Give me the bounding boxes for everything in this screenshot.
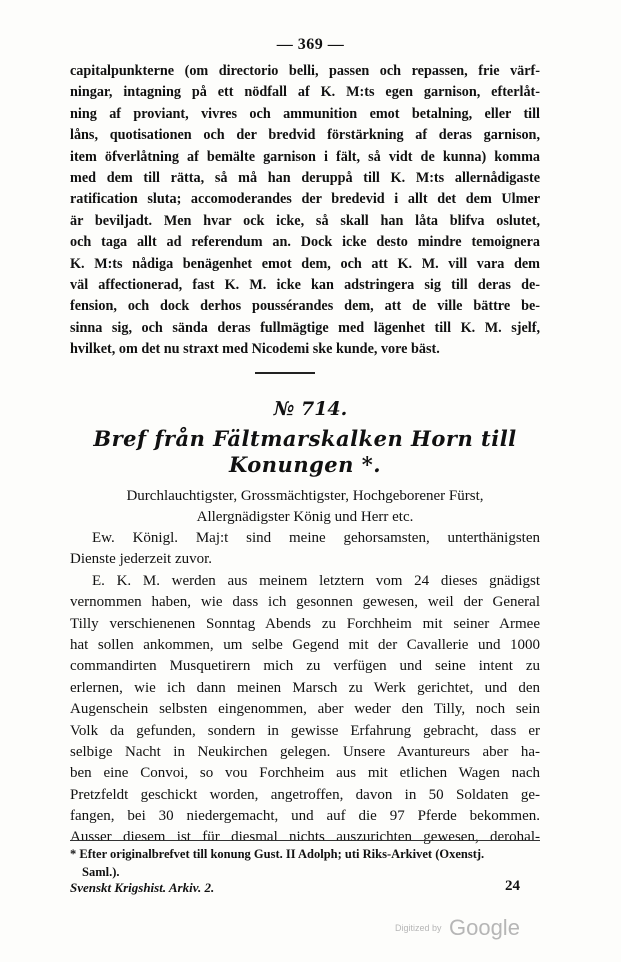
text-line: K. M:ts nådiga benägenhet emot dem, och att K. M. vill vara dem (70, 255, 540, 272)
text-line: med dem till rätta, så må han deruppå till K. M:ts allernådigaste (70, 169, 540, 186)
text-line: commandirten Musquetirern mich zu verfügen und seine intent zu (70, 658, 540, 675)
text-line: sinna sig, och sända deras fullmägtige med lägenhet till K. M. sjelf, (70, 319, 540, 336)
signature-number: 24 (505, 878, 520, 894)
document-number: № 714. (273, 398, 348, 420)
watermark-small-text: Digitized by (395, 923, 442, 933)
signature-mark: Svenskt Krigshist. Arkiv. 2. (70, 880, 215, 895)
text-line: Tilly verschienenen Sonntag Abends zu Forchheim mit seiner Armee (70, 615, 540, 632)
text-line: ningar, intagning på ett nödfall af K. M:ts egen garnison, efterlåt- (70, 84, 540, 101)
salutation-line-2: Allergnädigster König und Herr etc. (196, 509, 414, 525)
german-letter-body (70, 528, 540, 849)
digitized-watermark (395, 915, 520, 941)
text-line: ning af proviant, vivres och ammunition emot betalning, eller till (70, 105, 540, 122)
footnote-line-1: * Efter originalbrefvet till konung Gust. II Adolph; uti Riks-Arkivet (Oxenstj. (70, 847, 485, 861)
letter-title-line-2: Konungen *. (228, 452, 382, 477)
text-line: selbige Nacht in Neukirchen gelegen. Unsere Avantureurs aber ha- (70, 743, 540, 760)
text-line: Volk da gefunden, sondern in gewisse Erfahrung gebracht, dass er (70, 722, 540, 739)
text-line: Ew. Königl. Maj:t sind meine gehorsamsten, unterthänigsten (92, 530, 540, 546)
text-line: item öfverlåtning af bemälte garnison i fält, så vidt de kunna) komma (70, 148, 540, 165)
salutation-line-1: Durchlauchtigster, Grossmächtigster, Hochgeborener Fürst, (126, 488, 484, 504)
text-line: ratification sluta; accomoderandes der bredevid i allt det dem Ulmer (70, 191, 540, 208)
text-line: Dienste jederzeit zuvor. (70, 551, 213, 568)
text-line: erlernen, wie ich dann meinen Marsch zu Werk gerichtet, und den (70, 679, 540, 696)
section-divider (255, 372, 315, 374)
text-line: capitalpunkterne (om directorio belli, passen och repassen, frie värf- (70, 63, 540, 79)
letter-title-line-1: Bref från Fältmarskalken Horn till (93, 426, 517, 451)
text-line: hat sollen ankommen, um selbe Gegend mit der Cavallerie und 1000 (70, 636, 540, 653)
page-number-header: — 369 — (276, 36, 345, 53)
text-line: Augenschein selbsten eingenommen, aber weder den Tilly, noch sein (70, 701, 540, 718)
text-line: E. K. M. werden aus meinem letztern vom 24 dieses gnädigst (92, 572, 540, 589)
text-line: och taga allt ad referendum an. Dock icke desto mindre temoignera (70, 234, 540, 251)
footnote-line-2: Saml.). (82, 865, 120, 879)
text-line: hvilket, om det nu straxt med Nicodemi ske kunde, vore bäst. (70, 341, 440, 358)
text-line: Ausser diesem ist für diesmal nichts auszurichten gewesen, derohal- (70, 829, 540, 846)
swedish-paragraph (70, 61, 540, 360)
text-line: låns, quotisationen och der bredvid förstärkning af deras garnison, (70, 127, 540, 144)
text-line: vernommen haben, wie dass ich gesonnen gewesen, weil der General (70, 594, 540, 611)
text-line: Pretzfeldt geschickt worden, angetroffen, davon in 50 Soldaten ge- (70, 786, 540, 803)
text-line: väl affectionerad, fast K. M. icke kan adstringera sig till deras de- (70, 276, 540, 293)
text-line: ben eine Convoi, so vou Forchheim aus mit etlichen Wagen nach (70, 765, 540, 782)
text-line: fension, och dock derhos poussérandes dem, att de ville bättre be- (70, 298, 540, 315)
text-line: fangen, bei 30 niedergemacht, und auf die 97 Pferde bekommen. (70, 808, 540, 825)
text-line: är beviljadt. Men hvar ock icke, så skall han låta blifva oslutet, (70, 212, 540, 229)
google-logo: Google (448, 915, 520, 940)
footnote-rule (70, 840, 540, 841)
